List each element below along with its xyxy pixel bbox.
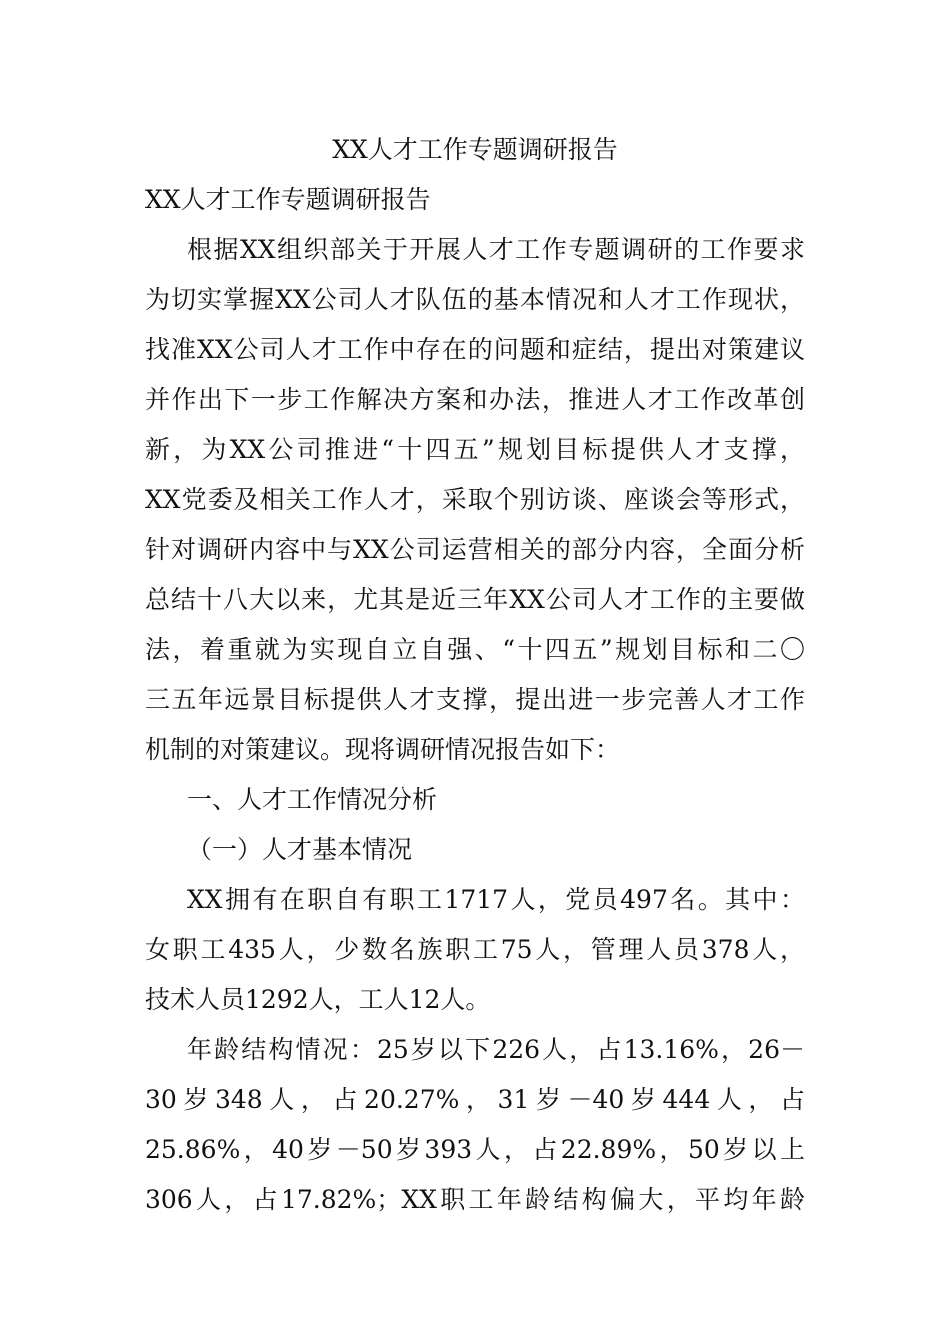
paragraph-line: 针对调研内容中与XX公司运营相关的部分内容，全面分析: [145, 535, 805, 564]
paragraph-line: 机制的对策建议。现将调研情况报告如下：: [145, 735, 621, 764]
paragraph-line: 新，为XX公司推进“十四五”规划目标提供人才支撑，: [145, 435, 805, 464]
paragraph-line: 技术人员1292人，工人12人。: [145, 985, 491, 1014]
paragraph-line: 为切实掌握XX公司人才队伍的基本情况和人才工作现状，: [145, 285, 805, 314]
paragraph-line: XX拥有在职自有职工1717人，党员497名。其中：: [187, 885, 805, 914]
paragraph-line: 总结十八大以来，尤其是近三年XX公司人才工作的主要做: [145, 585, 805, 614]
section-heading: 一、人才工作情况分析: [187, 785, 438, 814]
paragraph-line: 30岁348人，占20.27%，31岁－40岁444人，占: [145, 1085, 805, 1114]
paragraph-line: 年龄结构情况：25岁以下226人，占13.16%，26－: [187, 1035, 805, 1064]
paragraph-line: 根据XX组织部关于开展人才工作专题调研的工作要求: [187, 235, 805, 264]
subsection-heading: （一）人才基本情况: [187, 835, 413, 864]
paragraph-line: 三五年远景目标提供人才支撑，提出进一步完善人才工作: [145, 685, 805, 714]
paragraph-line: 306人，占17.82%；XX职工年龄结构偏大，平均年龄: [145, 1185, 805, 1214]
paragraph-line: 找准XX公司人才工作中存在的问题和症结，提出对策建议: [145, 335, 805, 364]
document-title: XX人才工作专题调研报告: [332, 135, 618, 164]
paragraph-line: XX党委及相关工作人才，采取个别访谈、座谈会等形式，: [145, 485, 805, 514]
paragraph-line: 并作出下一步工作解决方案和办法，推进人才工作改革创: [145, 385, 805, 414]
paragraph-line: 25.86%，40岁－50岁393人，占22.89%，50岁以上: [145, 1135, 805, 1164]
paragraph-line: 女职工435人，少数名族职工75人，管理人员378人，: [145, 935, 805, 964]
document-subtitle: XX人才工作专题调研报告: [145, 185, 431, 214]
paragraph-line: 法，着重就为实现自立自强、“十四五”规划目标和二〇: [145, 635, 805, 664]
